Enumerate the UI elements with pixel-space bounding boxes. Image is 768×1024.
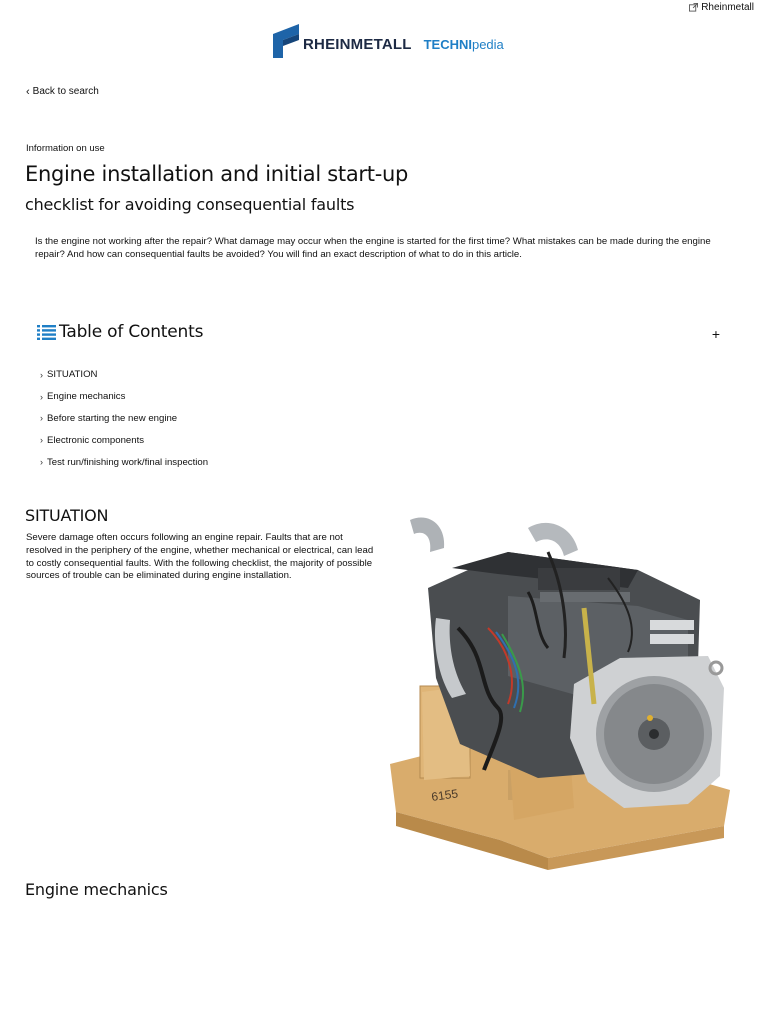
chevron-left-icon: ‹ (26, 85, 30, 98)
chevron-right-icon: › (40, 435, 43, 446)
toc-item-before-starting[interactable] (40, 408, 208, 430)
article-kicker: Information on use (26, 143, 105, 154)
chevron-right-icon: › (40, 369, 43, 380)
brand-name: RHEINMETALL (303, 35, 412, 53)
chevron-right-icon: › (40, 413, 43, 424)
toc-item-electronic-components[interactable] (40, 429, 208, 451)
rheinmetall-external-link[interactable] (689, 2, 754, 13)
toc-item-situation[interactable] (40, 364, 208, 386)
external-link-label: Rheinmetall (701, 2, 754, 13)
page-title: Engine installation and initial start-up (25, 162, 409, 186)
table-of-contents-list (40, 364, 208, 473)
toc-item-label: Before starting the new engine (47, 412, 178, 424)
chevron-right-icon: › (40, 457, 43, 468)
chevron-right-icon: › (40, 391, 43, 402)
page-subtitle: checklist for avoiding consequential faults (25, 195, 355, 214)
technipedia-strong: TECHNI (423, 36, 472, 52)
toc-item-label: SITUATION (47, 369, 98, 381)
section-text-situation: Severe damage often occurs following an engine repair. Faults that are not resolved in the periphery of the engine, whether mechanical or electrical, can lead to costly consequential faults. With the following checklist, the majority of possible sources of trouble can be eliminated during engine installation. (26, 532, 374, 582)
list-icon (37, 324, 56, 340)
back-to-search-label: Back to search (32, 86, 99, 97)
article-intro: Is the engine not working after the repair? What damage may occur when the engine is started for the first time? What mistakes can be made during the engine repair? And how can consequential faults be avoided? You will find an exact description of what to do in this article. (35, 236, 711, 260)
toc-item-label: Electronic components (47, 434, 145, 446)
toc-item-test-run[interactable] (40, 451, 208, 473)
toc-item-label: Test run/finishing work/final inspection (47, 456, 209, 468)
toc-item-engine-mechanics[interactable] (40, 386, 208, 408)
engine-on-pallet-image (388, 508, 734, 872)
technipedia-wordmark (424, 37, 504, 52)
toc-expand-button[interactable]: + (711, 326, 720, 342)
back-to-search-link[interactable] (26, 86, 99, 97)
rheinmetall-technipedia-logo[interactable] (273, 24, 504, 58)
rheinmetall-logo-mark (273, 24, 299, 58)
toc-item-label: Engine mechanics (47, 391, 126, 403)
technipedia-light: pedia (471, 36, 504, 52)
svg-text:6155: 6155 (430, 786, 459, 804)
table-of-contents-title: Table of Contents (59, 322, 204, 342)
section-title-situation: SITUATION (25, 506, 109, 525)
section-title-engine-mechanics: Engine mechanics (25, 880, 168, 899)
table-of-contents-header[interactable] (37, 322, 722, 342)
external-link-icon (689, 3, 698, 12)
